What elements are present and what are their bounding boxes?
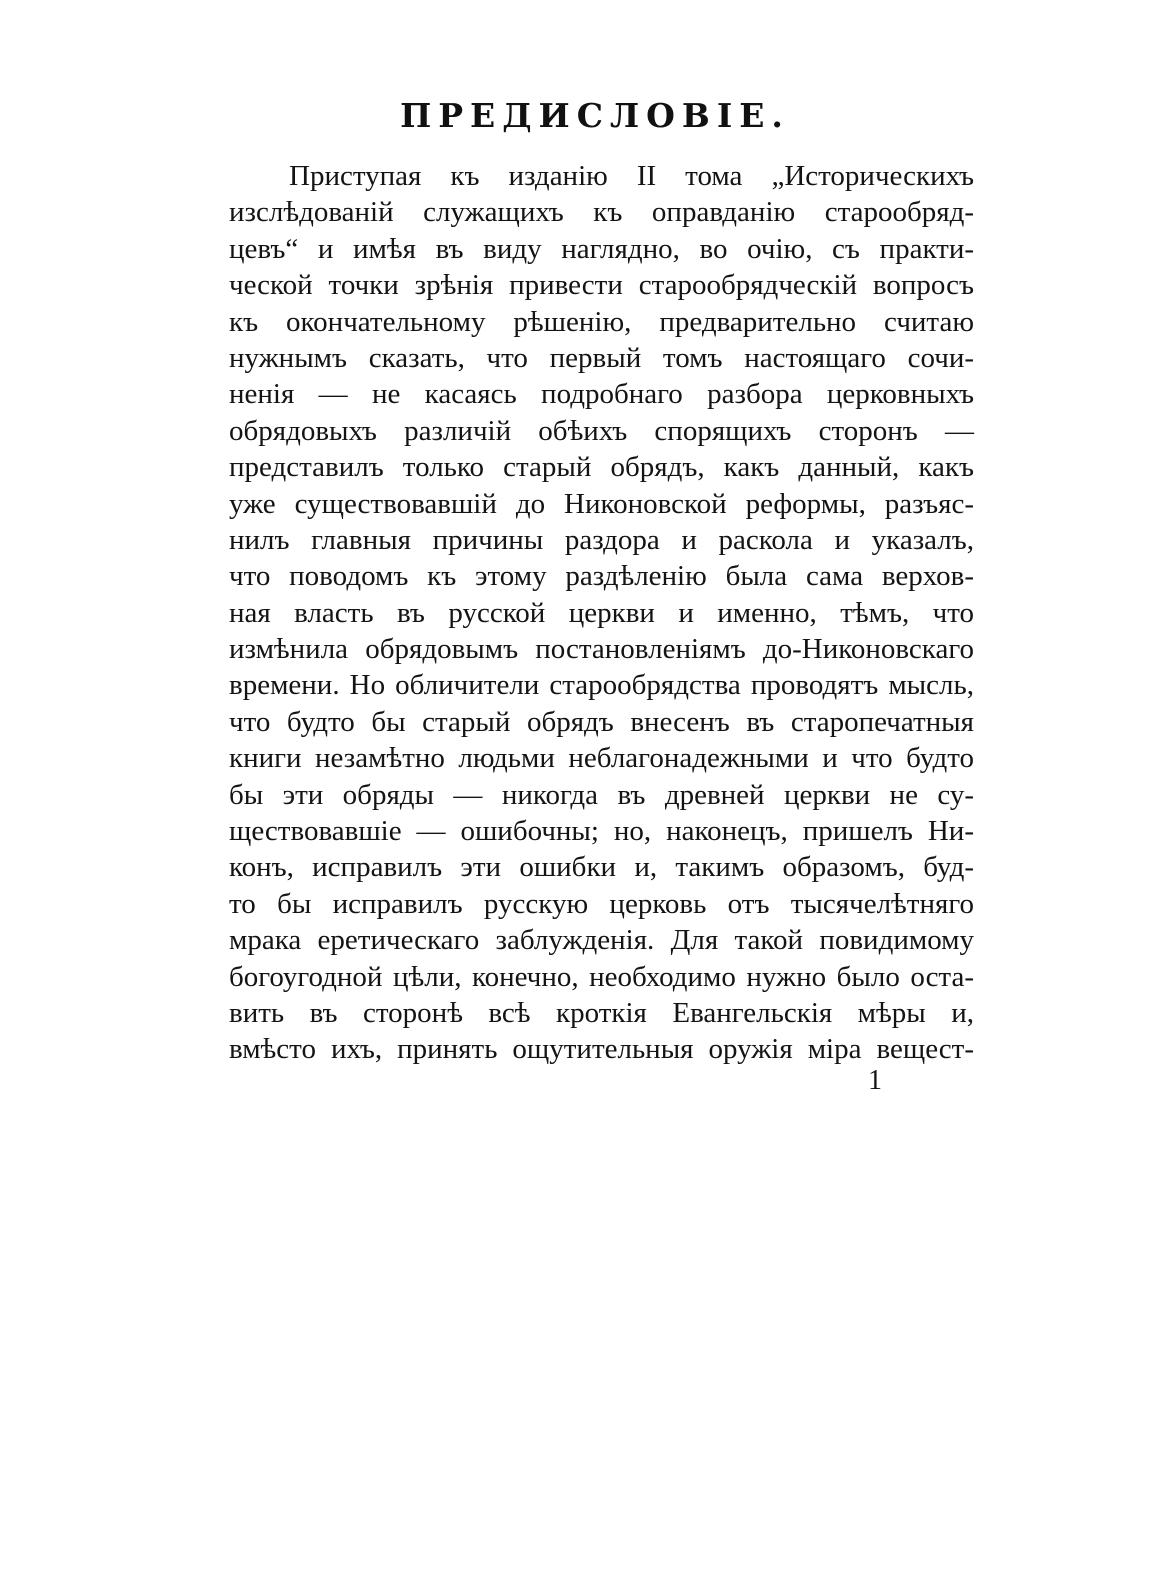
text-line: времени. Но обличители старообрядства проводятъ мысль, [229,669,974,702]
text-line: что поводомъ къ этому раздѣленію была сама верхов- [229,560,974,593]
text-line: богоугодной цѣли, конечно, необходимо нужно было оста- [229,960,974,993]
page-number: 1 [868,1065,882,1096]
text-line: нужнымъ сказать, что первый томъ настоящаго сочи- [229,341,974,374]
text-line: конъ, исправилъ эти ошибки и, такимъ образомъ, буд- [229,851,974,884]
text-line: книги незамѣтно людьми неблагонадежными и что будто [229,742,974,775]
text-line: ненія — не касаясь подробнаго разбора церковныхъ [229,378,974,411]
text-line: ческой точки зрѣнія привести старообрядческій вопросъ [229,269,974,302]
text-line: мрака еретическаго заблужденія. Для такой повидимому [229,924,974,957]
text-line: то бы исправилъ русскую церковь отъ тысячелѣтняго [229,887,974,920]
text-line: къ окончательному рѣшенію, предварительно считаю [229,305,974,338]
text-line: обрядовыхъ различій обѣихъ спорящихъ сторонъ — [229,414,974,447]
text-line: ная власть въ русской церкви и именно, тѣмъ, что [229,596,974,629]
body-text [229,158,974,1068]
text-line: изслѣдованій служащихъ къ оправданію старообряд- [229,196,974,229]
text-line: нилъ главныя причины раздора и раскола и указалъ, [229,523,974,556]
page-title: ПРЕДИСЛОВІЕ. [400,96,790,135]
text-line: уже существовавшій до Никоновской реформы, разъяс- [229,487,974,520]
text-line: вмѣсто ихъ, принять ощутительныя оружія міра вещест- [229,1033,974,1066]
text-line: что будто бы старый обрядъ внесенъ въ старопечатныя [229,705,974,738]
text-line: ществовавшіе — ошибочны; но, наконецъ, пришелъ Ни- [229,815,974,848]
text-line: представилъ только старый обрядъ, какъ данный, какъ [229,451,974,484]
text-line: цевъ“ и имѣя въ виду наглядно, во очію, съ практи- [229,232,974,265]
text-line: вить въ сторонѣ всѣ кроткія Евангельскія мѣры и, [229,996,974,1029]
text-line: Приступая къ изданію II тома „Историческихъ [289,160,974,192]
text-line: бы эти обряды — никогда въ древней церкви не су- [229,778,974,811]
text-line: измѣнила обрядовымъ постановленіямъ до-Никоновскаго [229,633,974,666]
